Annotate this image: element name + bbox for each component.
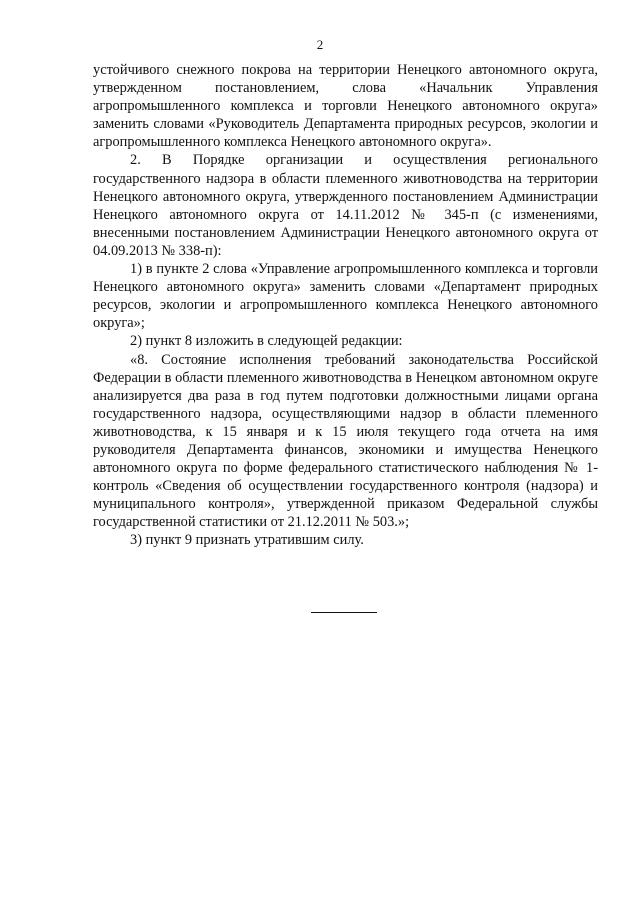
paragraph-item-2: 2. В Порядке организации и осуществления регионального государственного надзора в области племенного животноводства на территории Ненецкого автономного округа, утвержденного постановлением Администрации Ненецкого автономного округа от 14.11.2012 № 345-п (с изменениями, внесенными постановлением Администрации Ненецкого автономного округа от 04.09.2013 № 338-п):	[93, 152, 598, 259]
paragraph-subitem-3: 3) пункт 9 признать утратившим силу.	[130, 532, 364, 549]
paragraph-continuation: устойчивого снежного покрова на территории Ненецкого автономного округа, утвержденном постановлением, слова «Начальник Управления агропромышленного комплекса и торговли Ненецкого автономного округа» заменить словами «Руководитель Департамента природных ресурсов, экологии и агропромышленного комплекса Ненецкого автономного округа».	[93, 62, 598, 151]
paragraph-subitem-1: 1) в пункте 2 слова «Управление агропромышленного комплекса и торговли Ненецкого автономного округа» заменить словами «Департамент природных ресурсов, экологии и агропромышленного комплекса Ненецкого автономного округа»;	[93, 261, 598, 332]
paragraph-subitem-2: 2) пункт 8 изложить в следующей редакции:	[130, 333, 403, 350]
document-body	[93, 61, 598, 550]
page-number: 2	[316, 37, 324, 52]
paragraph-quoted-item-8: «8. Состояние исполнения требований законодательства Российской Федерации в области племенного животноводства в Ненецком автономном округе анализируется два раза в год путем подготовки должностными лицами органа государственного надзора, осуществляющими надзор в области племенного животноводства, к 15 января и к 15 июля текущего года отчета на имя руководителя Департамента финансов, экономики и имущества Ненецкого автономного округа по форме федерального статистического наблюдения № 1-контроль «Сведения об осуществлении государственного контроля (надзора) и муниципального контроля», утвержденной приказом Федеральной службы государственной статистики от 21.12.2011 № 503.»;	[93, 351, 598, 531]
end-of-text-rule	[311, 612, 377, 613]
